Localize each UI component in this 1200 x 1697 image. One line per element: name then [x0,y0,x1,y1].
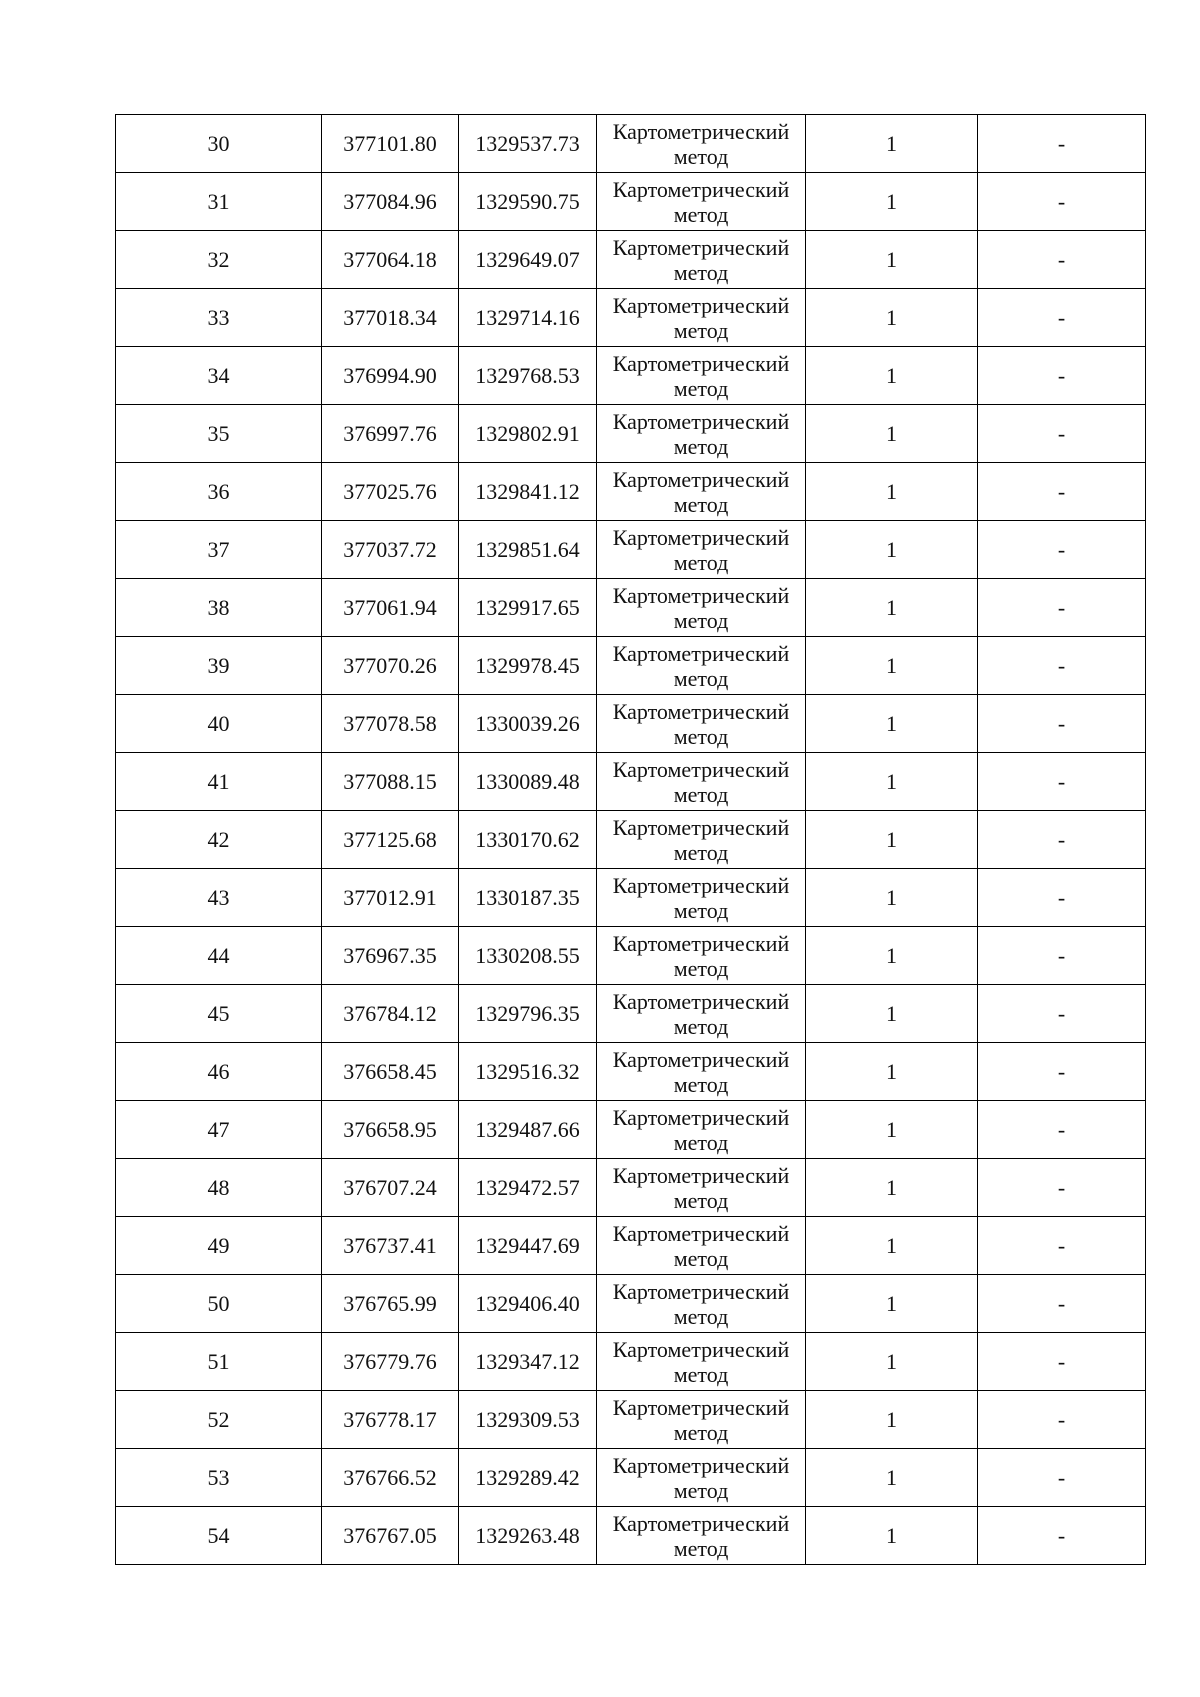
point-number-cell: 54 [116,1507,322,1565]
note-cell: - [978,115,1146,173]
method-cell [597,405,806,463]
point-number-cell: 40 [116,695,322,753]
method-line-1: Картометрический [612,640,790,666]
accuracy-cell: 1 [806,521,978,579]
method-line-2: метод [673,1187,729,1213]
y-coordinate-cell: 1329796.35 [459,985,597,1043]
table-row [116,115,1146,173]
y-coordinate-cell: 1330039.26 [459,695,597,753]
table-row [116,521,1146,579]
method-cell [597,347,806,405]
method-cell [597,1043,806,1101]
table-row [116,231,1146,289]
accuracy-cell: 1 [806,1217,978,1275]
accuracy-cell: 1 [806,1507,978,1565]
point-number-cell: 32 [116,231,322,289]
point-number-cell: 42 [116,811,322,869]
accuracy-cell: 1 [806,1333,978,1391]
method-line-2: метод [673,1361,729,1387]
method-line-1: Картометрический [612,1336,790,1362]
method-cell [597,231,806,289]
note-cell: - [978,1507,1146,1565]
method-line-2: метод [673,143,729,169]
method-line-1: Картометрический [612,118,790,144]
method-cell [597,1391,806,1449]
method-cell [597,579,806,637]
note-cell: - [978,1101,1146,1159]
table-row [116,173,1146,231]
method-line-2: метод [673,259,729,285]
accuracy-cell: 1 [806,579,978,637]
method-line-2: метод [673,1477,729,1503]
method-line-2: метод [673,433,729,459]
point-number-cell: 39 [116,637,322,695]
method-line-1: Картометрический [612,582,790,608]
y-coordinate-cell: 1329802.91 [459,405,597,463]
method-cell [597,463,806,521]
table-row [116,579,1146,637]
method-line-2: метод [673,1535,729,1561]
method-cell [597,521,806,579]
method-line-1: Картометрический [612,234,790,260]
x-coordinate-cell: 377012.91 [322,869,459,927]
method-line-2: метод [673,955,729,981]
accuracy-cell: 1 [806,463,978,521]
method-line-1: Картометрический [612,988,790,1014]
method-cell [597,1159,806,1217]
x-coordinate-cell: 376767.05 [322,1507,459,1565]
table-row [116,985,1146,1043]
accuracy-cell: 1 [806,1043,978,1101]
table-row [116,869,1146,927]
table-row [116,347,1146,405]
x-coordinate-cell: 376765.99 [322,1275,459,1333]
x-coordinate-cell: 377025.76 [322,463,459,521]
method-line-1: Картометрический [612,292,790,318]
method-line-1: Картометрический [612,1394,790,1420]
accuracy-cell: 1 [806,347,978,405]
method-cell [597,1275,806,1333]
y-coordinate-cell: 1329347.12 [459,1333,597,1391]
accuracy-cell: 1 [806,1159,978,1217]
method-cell [597,695,806,753]
method-cell [597,985,806,1043]
x-coordinate-cell: 377088.15 [322,753,459,811]
note-cell: - [978,289,1146,347]
table-row [116,1043,1146,1101]
note-cell: - [978,463,1146,521]
point-number-cell: 30 [116,115,322,173]
x-coordinate-cell: 376737.41 [322,1217,459,1275]
point-number-cell: 46 [116,1043,322,1101]
x-coordinate-cell: 377084.96 [322,173,459,231]
y-coordinate-cell: 1329516.32 [459,1043,597,1101]
method-line-1: Картометрический [612,698,790,724]
x-coordinate-cell: 376658.95 [322,1101,459,1159]
x-coordinate-cell: 377101.80 [322,115,459,173]
method-line-1: Картометрический [612,350,790,376]
coordinates-table [115,114,1146,1565]
method-line-1: Картометрический [612,466,790,492]
x-coordinate-cell: 376707.24 [322,1159,459,1217]
method-cell [597,1101,806,1159]
method-line-2: метод [673,1013,729,1039]
point-number-cell: 33 [116,289,322,347]
note-cell: - [978,927,1146,985]
method-line-1: Картометрический [612,814,790,840]
x-coordinate-cell: 376766.52 [322,1449,459,1507]
y-coordinate-cell: 1330187.35 [459,869,597,927]
point-number-cell: 44 [116,927,322,985]
table-row [116,811,1146,869]
y-coordinate-cell: 1329978.45 [459,637,597,695]
y-coordinate-cell: 1329917.65 [459,579,597,637]
table-row [116,695,1146,753]
method-line-2: метод [673,375,729,401]
accuracy-cell: 1 [806,695,978,753]
x-coordinate-cell: 376778.17 [322,1391,459,1449]
note-cell: - [978,579,1146,637]
table-row [116,289,1146,347]
x-coordinate-cell: 377064.18 [322,231,459,289]
accuracy-cell: 1 [806,811,978,869]
method-cell [597,927,806,985]
point-number-cell: 36 [116,463,322,521]
method-line-2: метод [673,1245,729,1271]
method-line-1: Картометрический [612,176,790,202]
note-cell: - [978,1449,1146,1507]
point-number-cell: 52 [116,1391,322,1449]
y-coordinate-cell: 1329472.57 [459,1159,597,1217]
x-coordinate-cell: 376994.90 [322,347,459,405]
table-row [116,463,1146,521]
point-number-cell: 43 [116,869,322,927]
note-cell: - [978,985,1146,1043]
method-line-1: Картометрический [612,1510,790,1536]
note-cell: - [978,869,1146,927]
method-line-1: Картометрический [612,1104,790,1130]
accuracy-cell: 1 [806,289,978,347]
method-line-2: метод [673,491,729,517]
accuracy-cell: 1 [806,115,978,173]
accuracy-cell: 1 [806,1275,978,1333]
method-line-2: метод [673,1303,729,1329]
y-coordinate-cell: 1329309.53 [459,1391,597,1449]
y-coordinate-cell: 1329487.66 [459,1101,597,1159]
x-coordinate-cell: 377018.34 [322,289,459,347]
method-line-1: Картометрический [612,524,790,550]
x-coordinate-cell: 376997.76 [322,405,459,463]
point-number-cell: 41 [116,753,322,811]
point-number-cell: 37 [116,521,322,579]
point-number-cell: 48 [116,1159,322,1217]
point-number-cell: 49 [116,1217,322,1275]
method-line-2: метод [673,723,729,749]
method-line-2: метод [673,897,729,923]
table-row [116,1275,1146,1333]
table-row [116,405,1146,463]
y-coordinate-cell: 1329768.53 [459,347,597,405]
point-number-cell: 53 [116,1449,322,1507]
y-coordinate-cell: 1329263.48 [459,1507,597,1565]
point-number-cell: 50 [116,1275,322,1333]
method-cell [597,173,806,231]
note-cell: - [978,173,1146,231]
note-cell: - [978,1043,1146,1101]
accuracy-cell: 1 [806,985,978,1043]
y-coordinate-cell: 1330089.48 [459,753,597,811]
method-cell [597,869,806,927]
x-coordinate-cell: 377037.72 [322,521,459,579]
method-line-2: метод [673,839,729,865]
point-number-cell: 47 [116,1101,322,1159]
table-row [116,1159,1146,1217]
accuracy-cell: 1 [806,753,978,811]
accuracy-cell: 1 [806,1101,978,1159]
note-cell: - [978,1333,1146,1391]
note-cell: - [978,521,1146,579]
point-number-cell: 34 [116,347,322,405]
note-cell: - [978,1159,1146,1217]
x-coordinate-cell: 377061.94 [322,579,459,637]
accuracy-cell: 1 [806,231,978,289]
x-coordinate-cell: 376658.45 [322,1043,459,1101]
y-coordinate-cell: 1329537.73 [459,115,597,173]
method-cell [597,289,806,347]
method-cell [597,811,806,869]
table-row [116,1217,1146,1275]
table-row [116,1507,1146,1565]
method-line-1: Картометрический [612,872,790,898]
method-cell [597,1507,806,1565]
accuracy-cell: 1 [806,1449,978,1507]
point-number-cell: 31 [116,173,322,231]
accuracy-cell: 1 [806,405,978,463]
method-cell [597,1217,806,1275]
table-row [116,637,1146,695]
accuracy-cell: 1 [806,1391,978,1449]
method-line-1: Картометрический [612,1162,790,1188]
x-coordinate-cell: 376784.12 [322,985,459,1043]
method-line-2: метод [673,607,729,633]
x-coordinate-cell: 377125.68 [322,811,459,869]
method-line-1: Картометрический [612,930,790,956]
method-cell [597,1333,806,1391]
y-coordinate-cell: 1329289.42 [459,1449,597,1507]
accuracy-cell: 1 [806,637,978,695]
x-coordinate-cell: 377078.58 [322,695,459,753]
coordinates-table-body [116,115,1146,1565]
method-line-2: метод [673,201,729,227]
x-coordinate-cell: 377070.26 [322,637,459,695]
note-cell: - [978,347,1146,405]
note-cell: - [978,811,1146,869]
method-line-2: метод [673,549,729,575]
y-coordinate-cell: 1329714.16 [459,289,597,347]
method-line-1: Картометрический [612,408,790,434]
note-cell: - [978,753,1146,811]
method-line-2: метод [673,1129,729,1155]
method-line-2: метод [673,317,729,343]
method-cell [597,637,806,695]
method-line-2: метод [673,1419,729,1445]
y-coordinate-cell: 1329590.75 [459,173,597,231]
accuracy-cell: 1 [806,869,978,927]
method-line-1: Картометрический [612,1220,790,1246]
method-line-2: метод [673,781,729,807]
note-cell: - [978,231,1146,289]
y-coordinate-cell: 1329406.40 [459,1275,597,1333]
table-row [116,1449,1146,1507]
point-number-cell: 51 [116,1333,322,1391]
y-coordinate-cell: 1329649.07 [459,231,597,289]
method-line-1: Картометрический [612,1278,790,1304]
point-number-cell: 35 [116,405,322,463]
accuracy-cell: 1 [806,927,978,985]
y-coordinate-cell: 1329851.64 [459,521,597,579]
accuracy-cell: 1 [806,173,978,231]
y-coordinate-cell: 1329447.69 [459,1217,597,1275]
point-number-cell: 45 [116,985,322,1043]
x-coordinate-cell: 376779.76 [322,1333,459,1391]
table-row [116,927,1146,985]
method-line-1: Картометрический [612,1452,790,1478]
table-row [116,753,1146,811]
method-line-1: Картометрический [612,756,790,782]
y-coordinate-cell: 1330170.62 [459,811,597,869]
method-line-2: метод [673,1071,729,1097]
method-line-2: метод [673,665,729,691]
note-cell: - [978,695,1146,753]
note-cell: - [978,405,1146,463]
method-cell [597,115,806,173]
x-coordinate-cell: 376967.35 [322,927,459,985]
note-cell: - [978,1275,1146,1333]
table-row [116,1101,1146,1159]
y-coordinate-cell: 1329841.12 [459,463,597,521]
method-cell [597,1449,806,1507]
table-row [116,1391,1146,1449]
y-coordinate-cell: 1330208.55 [459,927,597,985]
table-row [116,1333,1146,1391]
note-cell: - [978,1217,1146,1275]
method-line-1: Картометрический [612,1046,790,1072]
point-number-cell: 38 [116,579,322,637]
method-cell [597,753,806,811]
note-cell: - [978,1391,1146,1449]
note-cell: - [978,637,1146,695]
